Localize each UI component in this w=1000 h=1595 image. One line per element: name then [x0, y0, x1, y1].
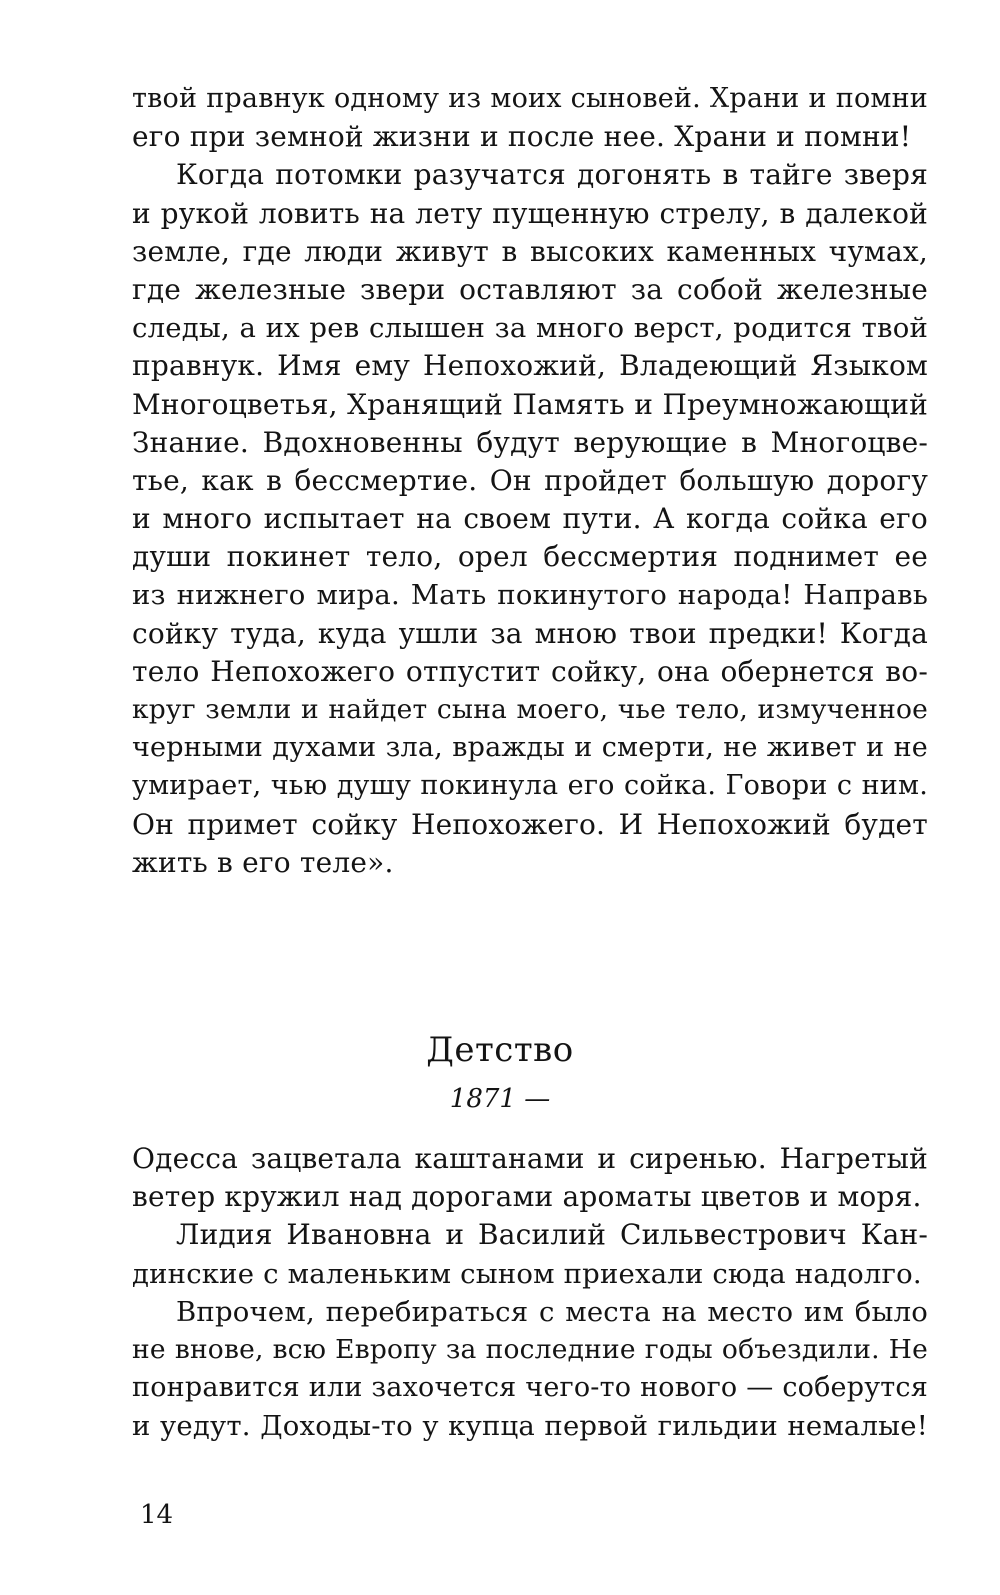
text-line: Одесса зацветала каштанами и сиренью. Нагретый: [132, 1142, 928, 1175]
text-line: жить в его теле».: [132, 845, 394, 879]
text-line: Лидия Ивановна и Василий Сильвестрович Кан-: [176, 1218, 928, 1252]
chapter-text: [132, 1140, 928, 1446]
text-line: Впрочем, перебираться с места на место им было: [176, 1295, 928, 1328]
text-line: души покинет тело, орел бессмертия поднимет ее: [132, 540, 928, 574]
text-line: Многоцветья, Хранящий Память и Преумножающий: [132, 387, 928, 421]
text-line: из нижнего мира. Мать покинутого народа! Направь: [132, 579, 928, 612]
text-line: земле, где люди живут в высоких каменных чумах,: [132, 234, 928, 268]
text-line: понравится или захочется чего-то нового — соберутся: [132, 1372, 928, 1404]
text-line: не внове, всю Европу за последние годы объездили. Не: [132, 1333, 928, 1365]
text-line: следы, а их рев слышен за много верст, родится твой: [132, 312, 928, 345]
text-line: сойку туда, куда ушли за мною твои предки! Когда: [132, 616, 928, 650]
text-line: умирает, чью душу покинула его сойка. Говори с ним.: [132, 770, 928, 802]
text-line: ветер кружил над дорогами ароматы цветов и моря.: [132, 1180, 922, 1214]
prologue-text: [132, 80, 928, 882]
text-line: твой правнук одному из моих сыновей. Храни и помни: [132, 83, 928, 114]
text-line: и много испытает на своем пути. А когда сойка его: [132, 502, 928, 536]
text-line: тело Непохожего отпустит сойку, она обернется во-: [132, 654, 928, 688]
text-line: где железные звери оставляют за собой железные: [132, 272, 928, 306]
text-line: черными духами зла, вражды и смерти, не живет и не: [132, 732, 928, 764]
page-number: 14: [140, 1500, 174, 1530]
text-line: его при земной жизни и после нее. Храни и помни!: [132, 120, 912, 154]
text-line: Когда потомки разучатся догонять в тайге зверя: [176, 158, 928, 192]
text-line: и уедут. Доходы-то у купца первой гильдии немалые!: [132, 1410, 928, 1443]
text-line: правнук. Имя ему Непохожий, Владеющий Языком: [132, 349, 928, 383]
text-line: тье, как в бессмертие. Он пройдет большую дорогу: [132, 463, 928, 497]
chapter-years: 1871 —: [449, 1084, 551, 1114]
chapter-title: Детство: [426, 1030, 574, 1070]
text-line: Он примет сойку Непохожего. И Непохожий будет: [132, 807, 928, 841]
text-line: динские с маленьким сыном приехали сюда надолго.: [132, 1257, 922, 1290]
text-line: Знание. Вдохновенны будут верующие в Многоцве-: [132, 425, 928, 459]
text-line: и рукой ловить на лету пущенную стрелу, в далекой: [132, 196, 928, 230]
text-line: круг земли и найдет сына моего, чье тело, измученное: [132, 694, 928, 725]
